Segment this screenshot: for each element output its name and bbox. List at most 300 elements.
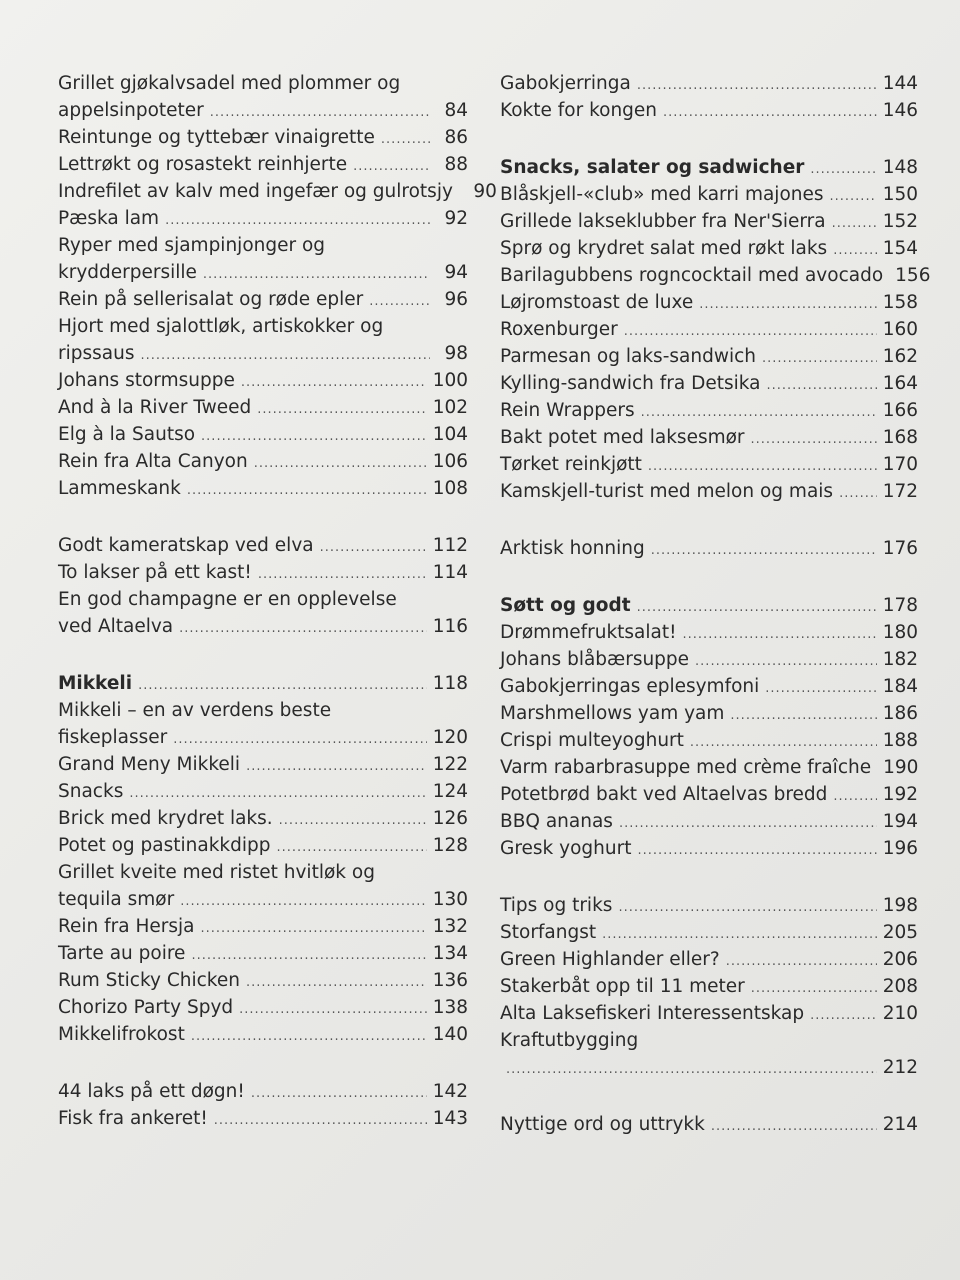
toc-page-number: 102: [432, 397, 468, 418]
dot-leader: [320, 537, 427, 559]
toc-entry: [500, 343, 918, 370]
dot-leader: [187, 480, 427, 502]
toc-entry: [58, 805, 468, 832]
toc-entry: [500, 316, 918, 343]
toc-entry-row: [500, 1111, 918, 1138]
toc-entry-title: Potet og pastinakkdipp: [58, 835, 271, 856]
dot-leader: [277, 837, 427, 859]
toc-entry-row: [500, 892, 918, 919]
toc-page-number: 192: [882, 784, 918, 805]
dot-leader: [810, 159, 876, 181]
toc-entry-row: [500, 973, 918, 1000]
toc-page-number: 172: [882, 481, 918, 502]
toc-entry: [58, 1105, 468, 1132]
toc-entry-row: [500, 343, 918, 370]
toc-page-number: 116: [432, 616, 468, 637]
toc-entry: [58, 670, 468, 697]
toc-entry-title: Alta Laksefiskeri Interessentskap: [500, 1003, 805, 1024]
toc-entry-row: [58, 421, 468, 448]
dot-leader: [201, 918, 427, 940]
toc-entry-row: [500, 208, 918, 235]
toc-entry: [58, 940, 468, 967]
toc-page-number: 104: [432, 424, 468, 445]
dot-leader: [683, 624, 877, 646]
toc-page-number: 168: [882, 427, 918, 448]
dot-leader: [602, 924, 877, 946]
toc-entry: [500, 70, 918, 97]
toc-entry: [58, 205, 468, 232]
toc-entry: [58, 1021, 468, 1048]
toc-entry-title-line: Kraftutbygging: [500, 1030, 639, 1051]
dot-leader: [810, 1005, 877, 1027]
toc-entry-row: [58, 1105, 468, 1132]
toc-entry-title: Sprø og krydret salat med røkt laks: [500, 238, 828, 259]
toc-entry-title: Fisk fra ankeret!: [58, 1108, 208, 1129]
toc-right-column: [500, 70, 931, 1138]
dot-leader: [214, 1110, 427, 1132]
dot-leader: [279, 810, 427, 832]
toc-entry: [58, 124, 468, 151]
dot-leader: [832, 213, 877, 235]
toc-entry-title: Johans blåbærsuppe: [500, 649, 690, 670]
toc-entry-title: Bakt potet med laksesmør: [500, 427, 745, 448]
toc-entry-row: [58, 994, 468, 1021]
toc-entry-title: Brick med krydret laks.: [58, 808, 273, 829]
toc-entry: [500, 535, 918, 562]
toc-entry-row: [58, 613, 468, 640]
toc-entry-row: [500, 97, 918, 124]
toc-page-number: 130: [432, 889, 468, 910]
section-gap: [500, 124, 918, 154]
toc-entry-title: Nyttige ord og uttrykk: [500, 1114, 705, 1135]
toc-entry-title: Kylling-sandwich fra Detsika: [500, 373, 761, 394]
toc-page-number: 158: [882, 292, 918, 313]
toc-entry: [500, 370, 918, 397]
toc-entry: [500, 727, 918, 754]
toc-entry-row: [58, 448, 468, 475]
toc-entry-title: Barilagubbens rogncocktail med avocado: [500, 265, 884, 286]
toc-page-number: 170: [882, 454, 918, 475]
toc-entry-row: [58, 124, 468, 151]
toc-entry-row: [500, 70, 918, 97]
toc-entry: [58, 232, 468, 286]
toc-page-number: 164: [882, 373, 918, 394]
toc-page-number: 128: [432, 835, 468, 856]
toc-page-number: 146: [882, 100, 918, 121]
toc-section-title: Snacks, salater og sadwicher: [500, 157, 805, 178]
toc-entry: [500, 619, 918, 646]
toc-entry-row: [58, 778, 468, 805]
toc-entry-title: Crispi multeyoghurt: [500, 730, 684, 751]
toc-entry: [500, 451, 918, 478]
toc-entry: [58, 367, 468, 394]
toc-entry-title: Lettrøkt og rosastekt reinhjerte: [58, 154, 348, 175]
toc-page-number: 142: [432, 1081, 468, 1102]
dot-leader: [239, 999, 427, 1021]
toc-entry-title: Varm rabarbrasuppe med crème fraîche: [500, 757, 872, 778]
toc-entry: [58, 313, 468, 367]
toc-entry-title: Blåskjell-«club» med karri majones: [500, 184, 824, 205]
toc-entry: [58, 421, 468, 448]
toc-entry-row: [58, 1021, 468, 1048]
dot-leader: [641, 402, 877, 424]
toc-entry-row: [58, 913, 468, 940]
toc-entry-title: Løjromstoast de luxe: [500, 292, 694, 313]
section-gap: [58, 640, 468, 670]
toc-entry-title: Parmesan og laks-sandwich: [500, 346, 756, 367]
toc-entry-title: Elg à la Sautso: [58, 424, 196, 445]
toc-entry-title: Rein fra Alta Canyon: [58, 451, 248, 472]
toc-page-number: 122: [432, 754, 468, 775]
toc-page-number: 210: [882, 1003, 918, 1024]
toc-entry-row: [58, 670, 468, 697]
toc-page-number: 186: [882, 703, 918, 724]
toc-entry-row: [500, 478, 918, 505]
toc-entry-row: [500, 700, 918, 727]
toc-page-number: 90: [473, 181, 497, 202]
toc-page-number: 98: [444, 343, 468, 364]
toc-entry: [500, 154, 918, 181]
dot-leader: [173, 729, 426, 751]
toc-entry: [58, 532, 468, 559]
dot-leader: [165, 210, 430, 232]
toc-entry: [500, 892, 918, 919]
dot-leader: [751, 429, 877, 451]
toc-entry-title: Lammeskank: [58, 478, 181, 499]
dot-leader: [257, 399, 426, 421]
toc-entry-row: [500, 619, 918, 646]
toc-entry-title-line: En god champagne er en opplevelse: [58, 589, 397, 610]
toc-entry: [500, 700, 918, 727]
toc-entry-title: Arktisk honning: [500, 538, 645, 559]
toc-entry-row: [500, 424, 918, 451]
toc-entry: [58, 178, 497, 205]
dot-leader: [695, 651, 877, 673]
toc-entry-row: [58, 367, 468, 394]
toc-entry: [58, 832, 468, 859]
toc-section-title: Søtt og godt: [500, 595, 631, 616]
toc-page-number: 198: [882, 895, 918, 916]
toc-entry-row: [500, 946, 918, 973]
toc-entry-row: [58, 394, 468, 421]
toc-entry: [500, 181, 918, 208]
toc-entry: [58, 913, 468, 940]
toc-page-number: 132: [432, 916, 468, 937]
toc-entry: [500, 946, 918, 973]
toc-entry: [500, 478, 918, 505]
dot-leader: [201, 426, 427, 448]
toc-page-number: 152: [882, 211, 918, 232]
toc-entry-title: Grillede lakseklubber fra Ner'Sierra: [500, 211, 826, 232]
toc-entry-title: Mikkelifrokost: [58, 1024, 185, 1045]
toc-page-number: 188: [882, 730, 918, 751]
toc-entry-row: [500, 1000, 918, 1027]
toc-page-number: 96: [444, 289, 468, 310]
toc-entry-title-line: Grillet kveite med ristet hvitløk og: [58, 862, 375, 883]
toc-entry-title: Drømmefruktsalat!: [500, 622, 677, 643]
toc-entry-title: Kokte for kongen: [500, 100, 658, 121]
toc-entry-row: [58, 967, 468, 994]
toc-page-number: 106: [432, 451, 468, 472]
toc-page-number: 154: [882, 238, 918, 259]
toc-entry: [58, 586, 468, 640]
toc-page-number: 160: [882, 319, 918, 340]
dot-leader: [506, 1059, 877, 1081]
toc-entry-row: [58, 97, 468, 124]
toc-entry-title: BBQ ananas: [500, 811, 613, 832]
toc-entry: [58, 286, 468, 313]
dot-leader: [830, 186, 877, 208]
toc-page-number: 156: [895, 265, 931, 286]
toc-page-number: 118: [432, 673, 468, 694]
toc-entry: [500, 397, 918, 424]
toc-entry-title-line: Ryper med sjampinjonger og: [58, 235, 326, 256]
toc-entry-row: [58, 151, 468, 178]
dot-leader: [180, 891, 427, 913]
toc-page-number: 190: [883, 757, 919, 778]
toc-page-number: 178: [882, 595, 918, 616]
dot-leader: [179, 618, 427, 640]
toc-entry-row: [58, 475, 468, 502]
toc-entry-row: [500, 727, 918, 754]
toc-entry-title: Rein Wrappers: [500, 400, 635, 421]
toc-section-title: Mikkeli: [58, 673, 133, 694]
toc-entry-title: Stakerbåt opp til 11 meter: [500, 976, 745, 997]
toc-entry-title: ripssaus: [58, 343, 135, 364]
toc-entry: [500, 808, 918, 835]
toc-entry: [500, 424, 918, 451]
section-gap: [500, 505, 918, 535]
dot-leader: [699, 294, 876, 316]
toc-entry-title-line: Hjort med sjalottløk, artiskokker og: [58, 316, 384, 337]
toc-entry: [58, 697, 468, 751]
toc-entry-row: [58, 178, 497, 205]
toc-entry-title: And à la River Tweed: [58, 397, 252, 418]
toc-page-number: 208: [882, 976, 918, 997]
toc-entry-row: [500, 808, 918, 835]
toc-page-number: 92: [444, 208, 468, 229]
dot-leader: [618, 897, 876, 919]
toc-entry-row: [500, 316, 918, 343]
toc-entry: [500, 262, 931, 289]
toc-entry: [500, 208, 918, 235]
toc-page-number: 94: [444, 262, 468, 283]
toc-entry-title: appelsinpoteter: [58, 100, 204, 121]
dot-leader: [726, 951, 877, 973]
toc-page-number: 176: [882, 538, 918, 559]
toc-page-number: 194: [882, 811, 918, 832]
toc-page-number: 126: [432, 808, 468, 829]
toc-entry-row: [500, 673, 918, 700]
toc-entry-row: [500, 646, 918, 673]
section-gap: [500, 1081, 918, 1111]
toc-entry-title: 44 laks på ett døgn!: [58, 1081, 245, 1102]
dot-leader: [730, 705, 876, 727]
dot-leader: [833, 786, 876, 808]
toc-entry-row: [58, 886, 468, 913]
toc-entry-row: [500, 451, 918, 478]
toc-entry: [58, 394, 468, 421]
toc-page-number: 184: [882, 676, 918, 697]
toc-entry-title: Tarte au poire: [58, 943, 186, 964]
dot-leader: [246, 972, 427, 994]
toc-entry-row: [58, 532, 468, 559]
toc-entry-title: Tørket reinkjøtt: [500, 454, 642, 475]
toc-entry-row: [58, 832, 468, 859]
toc-entry-row: [500, 781, 918, 808]
dot-leader: [690, 732, 877, 754]
toc-entry-row: [58, 1078, 468, 1105]
toc-entry: [500, 97, 918, 124]
toc-page-number: 88: [444, 154, 468, 175]
toc-entry: [500, 1000, 918, 1027]
toc-entry: [58, 1078, 468, 1105]
toc-entry-title: Gabokjerringas eplesymfoni: [500, 676, 760, 697]
toc-entry-row: [58, 286, 468, 313]
toc-entry-title: Indrefilet av kalv med ingefær og gulrotsjy: [58, 181, 453, 202]
toc-page-number: 86: [444, 127, 468, 148]
toc-entry: [500, 973, 918, 1000]
toc-entry-row: [500, 181, 918, 208]
toc-entry-title: Storfangst: [500, 922, 597, 943]
toc-entry-title: To lakser på ett kast!: [58, 562, 252, 583]
toc-entry-title-line: Grillet gjøkalvsadel med plommer og: [58, 73, 401, 94]
toc-entry: [500, 835, 918, 862]
toc-page-number: 150: [882, 184, 918, 205]
toc-entry: [58, 859, 468, 913]
dot-leader: [254, 453, 427, 475]
dot-leader: [210, 102, 430, 124]
toc-entry-title: Chorizo Party Spyd: [58, 997, 234, 1018]
toc-page-number: 162: [882, 346, 918, 367]
section-gap: [58, 1048, 468, 1078]
toc-entry-title: Marshmellows yam yam: [500, 703, 725, 724]
toc-page-number: 136: [432, 970, 468, 991]
toc-entry-row: [58, 940, 468, 967]
toc-entry-title: Snacks: [58, 781, 124, 802]
toc-page-number: 196: [882, 838, 918, 859]
toc-entry-row: [58, 751, 468, 778]
toc-entry: [500, 235, 918, 262]
dot-leader: [651, 540, 877, 562]
dot-leader: [765, 678, 876, 700]
toc-entry-row: [500, 754, 918, 781]
toc-entry: [500, 673, 918, 700]
toc-entry-row: [500, 154, 918, 181]
toc-page-number: 212: [882, 1057, 918, 1078]
toc-entry-title: Grand Meny Mikkeli: [58, 754, 241, 775]
toc-entry: [500, 1027, 918, 1081]
dot-leader: [191, 945, 426, 967]
toc-entry: [58, 559, 468, 586]
dot-leader: [246, 756, 427, 778]
toc-entry: [58, 448, 468, 475]
toc-page-number: 120: [432, 727, 468, 748]
toc-entry-title: Godt kameratskap ved elva: [58, 535, 314, 556]
toc-page-number: 144: [882, 73, 918, 94]
dot-leader: [191, 1026, 427, 1048]
toc-entry: [500, 289, 918, 316]
dot-leader: [767, 375, 877, 397]
toc-entry-row: [58, 205, 468, 232]
dot-leader: [258, 564, 427, 586]
toc-entry: [58, 475, 468, 502]
toc-page-number: 112: [432, 535, 468, 556]
toc-page-number: 205: [882, 922, 918, 943]
toc-entry-title: krydderpersille: [58, 262, 197, 283]
toc-entry-title: ved Altaelva: [58, 616, 174, 637]
toc-entry: [500, 646, 918, 673]
toc-entry: [58, 778, 468, 805]
toc-entry: [58, 967, 468, 994]
toc-entry-row: [500, 262, 931, 289]
section-gap: [500, 862, 918, 892]
dot-leader: [648, 456, 877, 478]
toc-entry-title: Tips og triks: [500, 895, 613, 916]
dot-leader: [381, 129, 430, 151]
toc-entry-row: [500, 535, 918, 562]
toc-page-number: 114: [432, 562, 468, 583]
toc-entry-title: Rum Sticky Chicken: [58, 970, 240, 991]
toc-entry: [58, 151, 468, 178]
toc-entry-row: [58, 724, 468, 751]
toc-entry-title: Roxenburger: [500, 319, 618, 340]
dot-leader: [637, 75, 877, 97]
toc-page-number: 84: [444, 100, 468, 121]
section-gap: [58, 502, 468, 532]
toc-page-number: 206: [882, 949, 918, 970]
dot-leader: [762, 348, 877, 370]
toc-entry-title-line: Mikkeli – en av verdens beste: [58, 700, 332, 721]
toc-left-column: [58, 70, 497, 1132]
dot-leader: [619, 813, 877, 835]
toc-entry-row: [500, 592, 918, 619]
toc-entry-title: fiskeplasser: [58, 727, 168, 748]
toc-entry: [58, 751, 468, 778]
dot-leader: [711, 1116, 877, 1138]
toc-entry-title: Reintunge og tyttebær vinaigrette: [58, 127, 375, 148]
toc-entry-title: Gabokjerringa: [500, 73, 631, 94]
toc-entry-title: Gresk yoghurt: [500, 838, 632, 859]
dot-leader: [138, 675, 427, 697]
toc-entry: [500, 1111, 918, 1138]
toc-page-number: 100: [432, 370, 468, 391]
toc-entry-row: [58, 559, 468, 586]
dot-leader: [203, 264, 430, 286]
toc-entry-row: [58, 805, 468, 832]
toc-page-number: 140: [432, 1024, 468, 1045]
toc-page-number: 143: [432, 1108, 468, 1129]
dot-leader: [637, 597, 877, 619]
toc-entry-row: [58, 340, 468, 367]
toc-page-number: 166: [882, 400, 918, 421]
toc-entry-row: [500, 289, 918, 316]
toc-page-number: 182: [882, 649, 918, 670]
dot-leader: [663, 102, 877, 124]
toc-entry: [58, 994, 468, 1021]
dot-leader: [353, 156, 430, 178]
toc-page-number: 124: [432, 781, 468, 802]
dot-leader: [624, 321, 877, 343]
toc-entry-title: tequila smør: [58, 889, 175, 910]
toc-entry: [58, 70, 468, 124]
toc-entry-row: [500, 235, 918, 262]
toc-page-number: 134: [432, 943, 468, 964]
toc-page-number: 148: [882, 157, 918, 178]
toc-entry-row: [500, 919, 918, 946]
toc-entry-title: Pæska lam: [58, 208, 160, 229]
toc-entry-row: [500, 370, 918, 397]
